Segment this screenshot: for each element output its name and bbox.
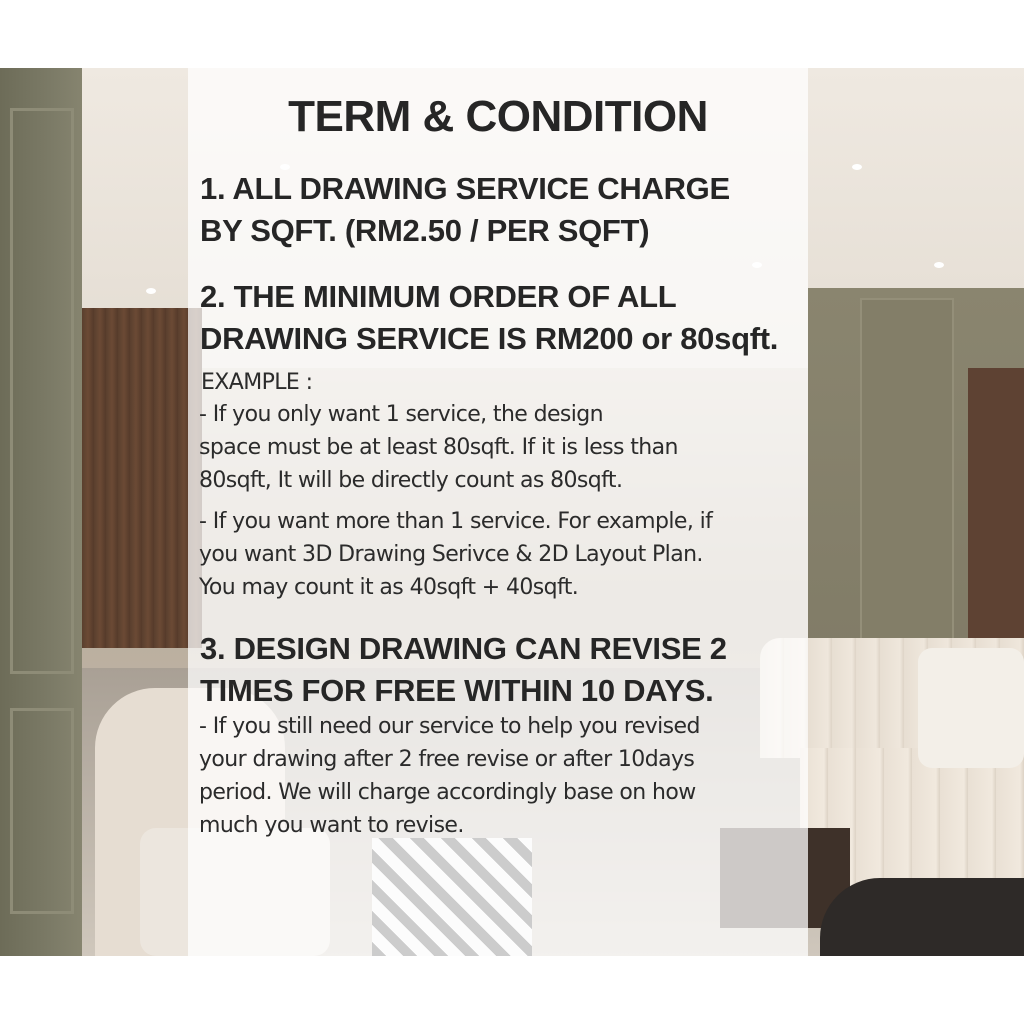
ceiling-light [146, 288, 156, 294]
section-3-heading [200, 628, 820, 712]
wood-panel-wall [82, 308, 202, 648]
example-1-line: space must be at least 80sqft. If it is less than [199, 435, 678, 460]
section-3-note [199, 710, 799, 842]
example-1-line: 80sqft, It will be directly count as 80sqft. [199, 468, 623, 493]
section-3-note-line: period. We will charge accordingly base on how [199, 780, 696, 805]
example-2-line: You may count it as 40sqft + 40sqft. [199, 575, 579, 600]
coffee-table [820, 878, 1024, 956]
section-3-note-line: your drawing after 2 free revise or after 10days [199, 747, 695, 772]
cabinet [860, 298, 954, 682]
section-1-heading [200, 168, 820, 252]
section-3-line: TIMES FOR FREE WITHIN 10 DAYS. [200, 673, 714, 708]
section-1-line: BY SQFT. (RM2.50 / PER SQFT) [200, 213, 650, 248]
example-2-line: you want 3D Drawing Serivce & 2D Layout Plan. [199, 542, 703, 567]
section-2-line: 2. THE MINIMUM ORDER OF ALL [200, 279, 677, 314]
section-3-line: 3. DESIGN DRAWING CAN REVISE 2 [200, 631, 727, 666]
section-1-line: 1. ALL DRAWING SERVICE CHARGE [200, 171, 730, 206]
example-label-text: EXAMPLE : [201, 370, 313, 395]
left-wall [0, 68, 82, 956]
ceiling-light [934, 262, 944, 268]
page-title: TERM & CONDITION [288, 92, 708, 141]
example-1-text [199, 398, 799, 497]
example-2-text [199, 505, 799, 604]
wall-molding [10, 108, 74, 674]
section-3-note-line: much you want to revise. [199, 813, 464, 838]
example-1-line: - If you only want 1 service, the design [199, 402, 604, 427]
section-2-line: DRAWING SERVICE IS RM200 or 80sqft. [200, 321, 779, 356]
ceiling-light [852, 164, 862, 170]
section-2-heading [200, 276, 820, 360]
section-3-note-line: - If you still need our service to help you revised [199, 714, 700, 739]
pillow [918, 648, 1024, 768]
example-2-line: - If you want more than 1 service. For example, if [199, 509, 713, 534]
example-label [201, 366, 801, 399]
wall-molding [10, 708, 74, 914]
